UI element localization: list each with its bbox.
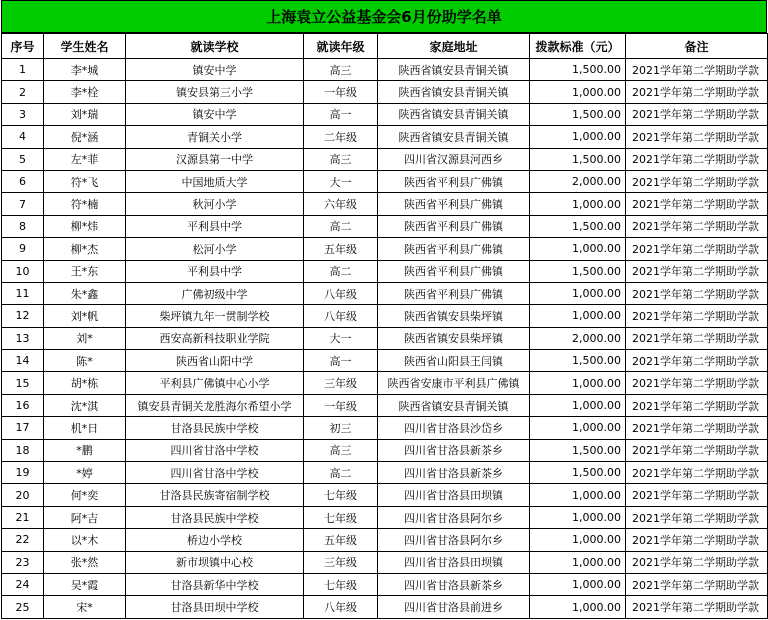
cell-school[interactable]: 甘洛县民族寄宿制学校 — [126, 484, 304, 506]
header-grade[interactable]: 就读年级 — [304, 34, 378, 59]
cell-note[interactable]: 2021学年第二学期助学款 — [626, 596, 768, 618]
cell-amount[interactable]: 1,500.00 — [530, 260, 626, 282]
cell-student-name[interactable]: 陈* — [44, 350, 126, 372]
cell-amount[interactable]: 1,500.00 — [530, 215, 626, 237]
table-row — [2, 551, 768, 573]
cell-note[interactable]: 2021学年第二学期助学款 — [626, 551, 768, 573]
cell-student-name[interactable]: 以*木 — [44, 529, 126, 551]
cell-grade[interactable]: 七年级 — [304, 484, 378, 506]
cell-amount[interactable]: 1,000.00 — [530, 81, 626, 103]
cell-student-name[interactable]: 阿*吉 — [44, 506, 126, 528]
table-row — [2, 170, 768, 192]
cell-amount[interactable]: 1,000.00 — [530, 126, 626, 148]
cell-note[interactable]: 2021学年第二学期助学款 — [626, 103, 768, 125]
cell-address[interactable]: 陕西省平利县广佛镇 — [378, 282, 530, 304]
table-row — [2, 215, 768, 237]
cell-note[interactable]: 2021学年第二学期助学款 — [626, 238, 768, 260]
cell-note[interactable]: 2021学年第二学期助学款 — [626, 170, 768, 192]
cell-index[interactable]: 20 — [2, 484, 44, 506]
cell-amount[interactable]: 2,000.00 — [530, 170, 626, 192]
cell-address[interactable]: 四川省甘洛县前进乡 — [378, 596, 530, 618]
cell-index[interactable]: 22 — [2, 529, 44, 551]
cell-grade[interactable]: 二年级 — [304, 126, 378, 148]
cell-student-name[interactable]: 机*日 — [44, 417, 126, 439]
cell-note[interactable]: 2021学年第二学期助学款 — [626, 305, 768, 327]
cell-note[interactable]: 2021学年第二学期助学款 — [626, 148, 768, 170]
cell-school[interactable]: 甘洛县田坝中学校 — [126, 596, 304, 618]
cell-grade[interactable]: 高一 — [304, 103, 378, 125]
cell-grade[interactable]: 高二 — [304, 215, 378, 237]
cell-note[interactable]: 2021学年第二学期助学款 — [626, 394, 768, 416]
cell-grade[interactable]: 一年级 — [304, 81, 378, 103]
cell-school[interactable]: 镇安县第三小学 — [126, 81, 304, 103]
cell-note[interactable]: 2021学年第二学期助学款 — [626, 462, 768, 484]
cell-student-name[interactable]: 何*奕 — [44, 484, 126, 506]
cell-student-name[interactable]: *婷 — [44, 462, 126, 484]
cell-note[interactable]: 2021学年第二学期助学款 — [626, 417, 768, 439]
cell-school[interactable]: 桥边小学校 — [126, 529, 304, 551]
cell-address[interactable]: 四川省甘洛县沙岱乡 — [378, 417, 530, 439]
cell-index[interactable]: 17 — [2, 417, 44, 439]
cell-index[interactable]: 16 — [2, 394, 44, 416]
header-address[interactable]: 家庭地址 — [378, 34, 530, 59]
cell-note[interactable]: 2021学年第二学期助学款 — [626, 260, 768, 282]
cell-address[interactable]: 陕西省镇安县青铜关镇 — [378, 103, 530, 125]
cell-school[interactable]: 平利县中学 — [126, 215, 304, 237]
cell-index[interactable]: 9 — [2, 238, 44, 260]
cell-grade[interactable]: 五年级 — [304, 529, 378, 551]
cell-index[interactable]: 10 — [2, 260, 44, 282]
cell-index[interactable]: 18 — [2, 439, 44, 461]
table-row — [2, 193, 768, 215]
cell-student-name[interactable]: 吴*霞 — [44, 573, 126, 595]
cell-amount[interactable]: 1,000.00 — [530, 529, 626, 551]
cell-index[interactable]: 3 — [2, 103, 44, 125]
header-student-name[interactable]: 学生姓名 — [44, 34, 126, 59]
cell-address[interactable]: 陕西省平利县广佛镇 — [378, 215, 530, 237]
table-row — [2, 282, 768, 304]
table-row — [2, 103, 768, 125]
cell-address[interactable]: 四川省汉源县河西乡 — [378, 148, 530, 170]
table-row — [2, 484, 768, 506]
cell-address[interactable]: 陕西省镇安县青铜关镇 — [378, 126, 530, 148]
cell-amount[interactable]: 1,000.00 — [530, 238, 626, 260]
cell-address[interactable]: 陕西省山阳县王闫镇 — [378, 350, 530, 372]
cell-index[interactable]: 12 — [2, 305, 44, 327]
table-row — [2, 305, 768, 327]
cell-note[interactable]: 2021学年第二学期助学款 — [626, 126, 768, 148]
cell-amount[interactable]: 1,500.00 — [530, 148, 626, 170]
student-table — [1, 33, 768, 619]
cell-note[interactable]: 2021学年第二学期助学款 — [626, 439, 768, 461]
cell-student-name[interactable]: 符*飞 — [44, 170, 126, 192]
cell-index[interactable]: 5 — [2, 148, 44, 170]
cell-index[interactable]: 7 — [2, 193, 44, 215]
cell-student-name[interactable]: 符*楠 — [44, 193, 126, 215]
cell-school[interactable]: 四川省甘洛中学校 — [126, 439, 304, 461]
table-row — [2, 394, 768, 416]
cell-student-name[interactable]: 李*栓 — [44, 81, 126, 103]
cell-address[interactable]: 四川省甘洛县田坝镇 — [378, 551, 530, 573]
cell-amount[interactable]: 1,000.00 — [530, 372, 626, 394]
cell-student-name[interactable]: 左*菲 — [44, 148, 126, 170]
cell-address[interactable]: 陕西省平利县广佛镇 — [378, 238, 530, 260]
cell-address[interactable]: 陕西省镇安县青铜关镇 — [378, 59, 530, 81]
cell-grade[interactable]: 五年级 — [304, 238, 378, 260]
cell-note[interactable]: 2021学年第二学期助学款 — [626, 350, 768, 372]
cell-amount[interactable]: 2,000.00 — [530, 327, 626, 349]
cell-address[interactable]: 陕西省平利县广佛镇 — [378, 193, 530, 215]
cell-grade[interactable]: 高一 — [304, 350, 378, 372]
cell-school[interactable]: 新市坝镇中心校 — [126, 551, 304, 573]
cell-school[interactable]: 广佛初级中学 — [126, 282, 304, 304]
cell-school[interactable]: 甘洛县民族中学校 — [126, 417, 304, 439]
cell-index[interactable]: 14 — [2, 350, 44, 372]
cell-amount[interactable]: 1,500.00 — [530, 59, 626, 81]
cell-school[interactable]: 平利县中学 — [126, 260, 304, 282]
cell-note[interactable]: 2021学年第二学期助学款 — [626, 506, 768, 528]
table-row — [2, 417, 768, 439]
cell-school[interactable]: 甘洛县新华中学校 — [126, 573, 304, 595]
cell-amount[interactable]: 1,000.00 — [530, 573, 626, 595]
table-row — [2, 59, 768, 81]
cell-index[interactable]: 19 — [2, 462, 44, 484]
cell-grade[interactable]: 八年级 — [304, 596, 378, 618]
table-row — [2, 372, 768, 394]
cell-student-name[interactable]: 李*城 — [44, 59, 126, 81]
cell-address[interactable]: 四川省甘洛县阿尔乡 — [378, 506, 530, 528]
cell-student-name[interactable]: 柳*炜 — [44, 215, 126, 237]
cell-address[interactable]: 四川省甘洛县田坝镇 — [378, 484, 530, 506]
cell-grade[interactable]: 高三 — [304, 148, 378, 170]
cell-student-name[interactable]: 沈*淇 — [44, 394, 126, 416]
cell-note[interactable]: 2021学年第二学期助学款 — [626, 529, 768, 551]
cell-amount[interactable]: 1,000.00 — [530, 305, 626, 327]
cell-index[interactable]: 2 — [2, 81, 44, 103]
cell-grade[interactable]: 高二 — [304, 260, 378, 282]
cell-school[interactable]: 西安高新科技职业学院 — [126, 327, 304, 349]
cell-student-name[interactable]: 朱*鑫 — [44, 282, 126, 304]
cell-school[interactable]: 柴坪镇九年一贯制学校 — [126, 305, 304, 327]
table-row — [2, 126, 768, 148]
cell-address[interactable]: 陕西省镇安县柴坪镇 — [378, 327, 530, 349]
sheet-title[interactable]: 上海袁立公益基金会6月份助学名单 — [1, 0, 767, 33]
cell-address[interactable]: 陕西省平利县广佛镇 — [378, 260, 530, 282]
cell-address[interactable]: 四川省甘洛县新茶乡 — [378, 573, 530, 595]
cell-amount[interactable]: 1,500.00 — [530, 439, 626, 461]
cell-grade[interactable]: 高二 — [304, 462, 378, 484]
cell-index[interactable]: 13 — [2, 327, 44, 349]
cell-grade[interactable]: 八年级 — [304, 305, 378, 327]
table-row — [2, 462, 768, 484]
cell-school[interactable]: 秋河小学 — [126, 193, 304, 215]
table-row — [2, 573, 768, 595]
header-row — [2, 34, 768, 59]
spreadsheet — [1, 0, 767, 619]
cell-note[interactable]: 2021学年第二学期助学款 — [626, 573, 768, 595]
header-index[interactable]: 序号 — [2, 34, 44, 59]
cell-address[interactable]: 陕西省镇安县青铜关镇 — [378, 81, 530, 103]
cell-grade[interactable]: 八年级 — [304, 282, 378, 304]
cell-student-name[interactable]: 王*东 — [44, 260, 126, 282]
cell-grade[interactable]: 大一 — [304, 170, 378, 192]
cell-grade[interactable]: 七年级 — [304, 573, 378, 595]
table-row — [2, 506, 768, 528]
cell-address[interactable]: 陕西省镇安县柴坪镇 — [378, 305, 530, 327]
cell-index[interactable]: 11 — [2, 282, 44, 304]
cell-student-name[interactable]: 刘*帆 — [44, 305, 126, 327]
cell-note[interactable]: 2021学年第二学期助学款 — [626, 193, 768, 215]
cell-note[interactable]: 2021学年第二学期助学款 — [626, 484, 768, 506]
cell-grade[interactable]: 初三 — [304, 417, 378, 439]
cell-note[interactable]: 2021学年第二学期助学款 — [626, 59, 768, 81]
header-note[interactable]: 备注 — [626, 34, 768, 59]
cell-student-name[interactable]: *鹏 — [44, 439, 126, 461]
cell-school[interactable]: 汉源县第一中学 — [126, 148, 304, 170]
header-amount[interactable]: 拨款标准（元） — [530, 34, 626, 59]
cell-amount[interactable]: 1,500.00 — [530, 462, 626, 484]
cell-amount[interactable]: 1,000.00 — [530, 417, 626, 439]
cell-index[interactable]: 23 — [2, 551, 44, 573]
cell-note[interactable]: 2021学年第二学期助学款 — [626, 372, 768, 394]
cell-index[interactable]: 15 — [2, 372, 44, 394]
cell-amount[interactable]: 1,000.00 — [530, 193, 626, 215]
cell-grade[interactable]: 一年级 — [304, 394, 378, 416]
cell-address[interactable]: 陕西省镇安县青铜关镇 — [378, 394, 530, 416]
cell-index[interactable]: 25 — [2, 596, 44, 618]
cell-grade[interactable]: 大一 — [304, 327, 378, 349]
cell-index[interactable]: 1 — [2, 59, 44, 81]
cell-student-name[interactable]: 胡*栋 — [44, 372, 126, 394]
table-row — [2, 350, 768, 372]
cell-school[interactable]: 镇安县青铜关龙胜海尔希望小学 — [126, 394, 304, 416]
table-row — [2, 81, 768, 103]
cell-grade[interactable]: 高三 — [304, 59, 378, 81]
cell-index[interactable]: 8 — [2, 215, 44, 237]
cell-amount[interactable]: 1,000.00 — [530, 394, 626, 416]
cell-index[interactable]: 21 — [2, 506, 44, 528]
cell-school[interactable]: 青铜关小学 — [126, 126, 304, 148]
cell-amount[interactable]: 1,000.00 — [530, 282, 626, 304]
cell-index[interactable]: 6 — [2, 170, 44, 192]
cell-note[interactable]: 2021学年第二学期助学款 — [626, 327, 768, 349]
cell-index[interactable]: 4 — [2, 126, 44, 148]
cell-amount[interactable]: 1,500.00 — [530, 103, 626, 125]
cell-amount[interactable]: 1,000.00 — [530, 551, 626, 573]
cell-grade[interactable]: 高三 — [304, 439, 378, 461]
table-row — [2, 439, 768, 461]
cell-student-name[interactable]: 倪*涵 — [44, 126, 126, 148]
cell-address[interactable]: 四川省甘洛县阿尔乡 — [378, 529, 530, 551]
cell-student-name[interactable]: 张*然 — [44, 551, 126, 573]
table-row — [2, 529, 768, 551]
cell-note[interactable]: 2021学年第二学期助学款 — [626, 215, 768, 237]
cell-student-name[interactable]: 刘*瑞 — [44, 103, 126, 125]
cell-grade[interactable]: 六年级 — [304, 193, 378, 215]
cell-school[interactable]: 四川省甘洛中学校 — [126, 462, 304, 484]
cell-grade[interactable]: 三年级 — [304, 551, 378, 573]
cell-address[interactable]: 陕西省平利县广佛镇 — [378, 170, 530, 192]
cell-school[interactable]: 甘洛县民族中学校 — [126, 506, 304, 528]
cell-student-name[interactable]: 柳*杰 — [44, 238, 126, 260]
cell-index[interactable]: 24 — [2, 573, 44, 595]
cell-address[interactable]: 陕西省安康市平利县广佛镇 — [378, 372, 530, 394]
table-row — [2, 148, 768, 170]
cell-amount[interactable]: 1,500.00 — [530, 350, 626, 372]
table-row — [2, 238, 768, 260]
cell-amount[interactable]: 1,000.00 — [530, 484, 626, 506]
cell-address[interactable]: 四川省甘洛县新茶乡 — [378, 462, 530, 484]
cell-grade[interactable]: 七年级 — [304, 506, 378, 528]
cell-amount[interactable]: 1,000.00 — [530, 506, 626, 528]
cell-school[interactable]: 平利县广佛镇中心小学 — [126, 372, 304, 394]
cell-school[interactable]: 镇安中学 — [126, 103, 304, 125]
cell-school[interactable]: 镇安中学 — [126, 59, 304, 81]
table-row — [2, 260, 768, 282]
header-school[interactable]: 就读学校 — [126, 34, 304, 59]
cell-school[interactable]: 陕西省山阳中学 — [126, 350, 304, 372]
table-row — [2, 596, 768, 618]
cell-school[interactable]: 中国地质大学 — [126, 170, 304, 192]
table-row — [2, 327, 768, 349]
cell-student-name[interactable]: 刘* — [44, 327, 126, 349]
cell-school[interactable]: 松河小学 — [126, 238, 304, 260]
cell-note[interactable]: 2021学年第二学期助学款 — [626, 81, 768, 103]
cell-amount[interactable]: 1,000.00 — [530, 596, 626, 618]
cell-note[interactable]: 2021学年第二学期助学款 — [626, 282, 768, 304]
cell-student-name[interactable]: 宋* — [44, 596, 126, 618]
cell-grade[interactable]: 三年级 — [304, 372, 378, 394]
cell-address[interactable]: 四川省甘洛县新茶乡 — [378, 439, 530, 461]
